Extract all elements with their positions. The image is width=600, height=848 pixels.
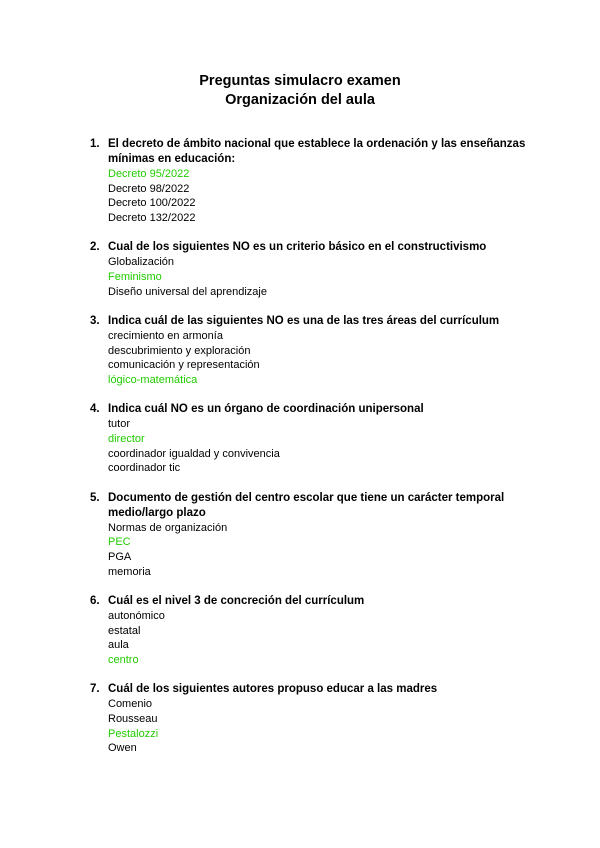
question-5 bbox=[0, 491, 600, 580]
question-text: Documento de gestión del centro escolar que tiene un carácter temporal medio/largo plazo bbox=[108, 491, 505, 519]
option: Diseño universal del aprendizaje bbox=[108, 285, 267, 298]
option: comunicación y representación bbox=[108, 359, 260, 372]
option: Globalización bbox=[108, 256, 175, 269]
question-number: 5. bbox=[90, 491, 100, 504]
option: Comenio bbox=[108, 698, 153, 711]
option: Decreto 100/2022 bbox=[108, 197, 196, 210]
option-correct: lógico-matemática bbox=[108, 374, 198, 387]
question-text: El decreto de ámbito nacional que establece la ordenación y las enseñanzas mínimas en educación: bbox=[108, 138, 526, 165]
question-6 bbox=[0, 594, 600, 668]
option: coordinador igualdad y convivencia bbox=[108, 447, 280, 460]
option: Rousseau bbox=[108, 712, 158, 725]
question-number: 1. bbox=[90, 138, 100, 150]
question-text: Cual de los siguientes NO es un criterio básico en el constructivismo bbox=[108, 241, 487, 254]
question-text: Indica cuál de las siguientes NO es una de las tres áreas del currículum bbox=[108, 314, 500, 327]
question-number: 3. bbox=[90, 314, 100, 327]
question-number: 4. bbox=[90, 403, 100, 416]
question-7 bbox=[0, 682, 600, 756]
question-text: Cuál es el nivel 3 de concreción del currículum bbox=[108, 594, 365, 607]
option-correct: Pestalozzi bbox=[108, 727, 159, 740]
option: PGA bbox=[108, 550, 132, 563]
option: aula bbox=[108, 639, 129, 652]
question-number: 6. bbox=[90, 594, 100, 607]
title-line-1: Preguntas simulacro examen bbox=[199, 73, 401, 89]
question-4 bbox=[0, 402, 600, 476]
option: estatal bbox=[108, 624, 141, 637]
option: descubrimiento y exploración bbox=[108, 344, 251, 357]
question-text: Indica cuál NO es un órgano de coordinación unipersonal bbox=[108, 403, 424, 416]
option: memoria bbox=[108, 565, 151, 578]
option-correct: Decreto 95/2022 bbox=[108, 168, 190, 180]
option: Normas de organización bbox=[108, 521, 228, 534]
question-3 bbox=[0, 314, 600, 388]
title-line-2: Organización del aula bbox=[225, 92, 375, 108]
option: Decreto 98/2022 bbox=[108, 182, 190, 195]
question-text: Cuál de los siguientes autores propuso educar a las madres bbox=[108, 683, 438, 696]
option: Owen bbox=[108, 742, 137, 755]
option: Decreto 132/2022 bbox=[108, 212, 196, 225]
option: autonómico bbox=[108, 609, 165, 622]
question-number: 7. bbox=[90, 683, 100, 696]
option-correct: Feminismo bbox=[108, 271, 162, 284]
question-list bbox=[0, 137, 600, 770]
option-correct: director bbox=[108, 432, 145, 445]
option: coordinador tic bbox=[108, 462, 181, 475]
question-number: 2. bbox=[90, 241, 100, 254]
option-correct: PEC bbox=[108, 536, 131, 549]
option: tutor bbox=[108, 418, 131, 431]
question-1 bbox=[0, 137, 600, 226]
document-title bbox=[0, 72, 600, 110]
question-2 bbox=[0, 240, 600, 299]
option: crecimiento en armonía bbox=[108, 329, 223, 342]
option-correct: centro bbox=[108, 653, 139, 666]
